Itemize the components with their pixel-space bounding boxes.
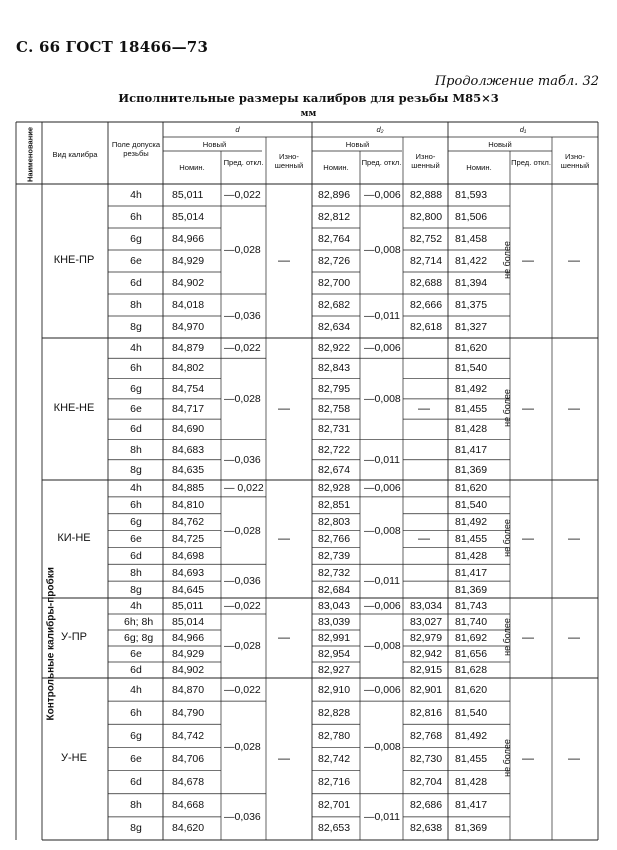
tolerance-field: 8g [130, 822, 142, 835]
d2-worn: 82,730 [410, 753, 443, 765]
column-header-tolerance: Поле допуска резьбы [111, 140, 161, 158]
d1-nominal: 81,394 [455, 277, 488, 289]
gauge-name: У-ПР [61, 631, 87, 643]
d1-nominal: 81,620 [455, 482, 488, 495]
d-nominal: 85,011 [172, 600, 204, 612]
tolerance-field: 6e [130, 533, 142, 545]
tolerance-field: 4h [130, 189, 142, 201]
d-nominal: 85,014 [172, 211, 205, 223]
tolerance-field: 8g [130, 321, 142, 333]
d1-nominal: 81,593 [455, 189, 488, 201]
d2-nominal: 82,674 [318, 463, 351, 476]
column-header-type: Вид калибра [52, 150, 98, 159]
tolerance-field: 6e [130, 753, 142, 765]
d-deviation: —0,022 [224, 342, 261, 355]
tolerance-field: 6d [130, 277, 142, 289]
d-deviation: —0,036 [224, 575, 261, 588]
column-header-new: Новый [488, 140, 512, 149]
worn-dash: — [278, 401, 290, 415]
d-nominal: 84,810 [172, 499, 205, 512]
tolerance-field: 8g [130, 583, 142, 596]
column-header-deviation: Пред. откл. [511, 158, 551, 167]
d-deviation: — 0,022 [224, 482, 264, 495]
d-nominal: 84,870 [172, 683, 205, 696]
d2-nominal: 82,803 [318, 516, 351, 529]
d2-deviation: —0,008 [364, 640, 401, 652]
not-more-label: не более [502, 739, 512, 777]
d2-nominal: 82,684 [318, 583, 351, 596]
tolerance-field: 6h [130, 362, 142, 375]
not-more-label: не более [502, 389, 512, 427]
not-more-label: не более [502, 618, 512, 656]
d2-worn: 82,901 [410, 683, 443, 696]
d1-nominal: 81,492 [455, 729, 488, 742]
d2-nominal: 82,896 [318, 189, 351, 201]
tolerance-field: 4h [130, 683, 142, 696]
d2-nominal: 82,722 [318, 443, 351, 456]
d-nominal: 84,683 [172, 443, 205, 456]
tolerance-field: 8h [130, 443, 142, 456]
tolerance-field: 8g [130, 463, 142, 476]
deviation-dash: — [522, 751, 534, 765]
column-header-d2: d₂ [376, 125, 384, 134]
d2-nominal: 82,910 [318, 683, 351, 696]
d1-nominal: 81,492 [455, 382, 488, 395]
tolerance-field: 8h [130, 566, 142, 579]
d1-nominal: 81,458 [455, 233, 488, 245]
column-header-worn: Изно-шенный [560, 152, 590, 170]
d2-worn: 82,666 [410, 299, 443, 311]
tolerance-field: 6g [130, 729, 142, 742]
d2-nominal: 82,634 [318, 321, 351, 333]
d-deviation: —0,028 [224, 392, 261, 405]
d2-deviation: —0,011 [364, 810, 400, 823]
d2-nominal: 82,742 [318, 753, 351, 765]
d2-nominal: 82,701 [318, 799, 351, 812]
d-nominal: 84,725 [172, 533, 205, 545]
worn-dash: — [568, 531, 580, 545]
d2-nominal: 82,732 [318, 566, 351, 579]
worn-dash: — [568, 751, 580, 765]
d-nominal: 84,902 [172, 277, 205, 289]
column-header-name: Наименование [25, 126, 35, 183]
d-deviation: —0,036 [224, 310, 261, 322]
d-deviation: —0,022 [224, 683, 261, 696]
d-deviation: —0,036 [224, 453, 261, 466]
d1-nominal: 81,428 [455, 549, 488, 562]
d-nominal: 84,678 [172, 776, 205, 789]
worn-dash: — [278, 253, 290, 267]
tolerance-field: 6h; 8h [124, 616, 154, 628]
d-nominal: 84,635 [172, 463, 205, 476]
d2-worn: 82,800 [410, 211, 443, 223]
gauge-name: КНЕ-НЕ [53, 402, 95, 414]
worn-dash: — [418, 531, 430, 545]
d1-nominal: 81,375 [455, 299, 488, 311]
d1-nominal: 81,540 [455, 362, 488, 375]
deviation-dash: — [522, 253, 534, 267]
d2-deviation: —0,011 [364, 310, 400, 322]
d1-nominal: 81,620 [455, 683, 488, 696]
d2-worn: 82,888 [410, 189, 443, 201]
tolerance-field: 6h [130, 706, 142, 719]
tolerance-field: 6g; 8g [124, 632, 154, 644]
d2-deviation: —0,006 [364, 683, 401, 696]
d2-deviation: —0,011 [364, 453, 400, 466]
d1-nominal: 81,628 [455, 664, 488, 676]
tolerance-field: 6h [130, 211, 142, 223]
d2-deviation: —0,008 [364, 741, 401, 754]
d2-deviation: —0,008 [364, 524, 401, 537]
tolerance-field: 6g [130, 516, 142, 529]
d1-nominal: 81,455 [455, 403, 488, 415]
d2-nominal: 82,795 [318, 382, 351, 395]
d2-worn: 82,686 [410, 799, 443, 812]
d-deviation: —0,022 [224, 600, 261, 612]
d2-nominal: 82,928 [318, 482, 351, 495]
d-deviation: —0,036 [224, 810, 261, 823]
gauge-name: КНЕ-ПР [53, 254, 95, 266]
column-header-nominal: Номин. [179, 163, 205, 172]
page-number-standard: С. 66 ГОСТ 18466—73 [16, 38, 209, 56]
d2-deviation: —0,006 [364, 342, 401, 355]
d-nominal: 84,885 [172, 482, 205, 495]
tolerance-field: 4h [130, 342, 142, 355]
d1-nominal: 81,455 [455, 533, 488, 545]
d1-nominal: 81,369 [455, 822, 488, 835]
gauge-name: У-НЕ [61, 752, 87, 764]
column-header-nominal: Номин. [323, 163, 349, 172]
tolerance-field: 4h [130, 482, 142, 495]
tolerance-field: 6d [130, 549, 142, 562]
worn-dash: — [568, 253, 580, 267]
d-deviation: —0,028 [224, 640, 261, 652]
d2-nominal: 82,828 [318, 706, 351, 719]
tolerance-field: 8h [130, 299, 142, 311]
d-nominal: 84,754 [172, 382, 205, 395]
d2-deviation: —0,008 [364, 392, 401, 405]
d2-deviation: —0,006 [364, 189, 401, 201]
d-nominal: 84,018 [172, 299, 205, 311]
d1-nominal: 81,492 [455, 516, 488, 529]
d2-nominal: 83,043 [318, 600, 351, 612]
d-nominal: 84,668 [172, 799, 205, 812]
d-nominal: 84,970 [172, 321, 205, 333]
d-nominal: 84,645 [172, 583, 205, 596]
d2-worn: 82,979 [410, 632, 443, 644]
column-header-new: Новый [202, 140, 227, 149]
column-header-deviation: Пред. откл. [223, 158, 264, 167]
d-nominal: 85,011 [172, 189, 204, 201]
d2-worn: 82,752 [410, 233, 443, 245]
d-nominal: 84,902 [172, 664, 205, 676]
d-deviation: —0,022 [224, 189, 261, 201]
tolerance-field: 6g [130, 382, 142, 395]
tolerance-field: 6g [130, 233, 142, 245]
d-nominal: 85,014 [172, 616, 205, 628]
d-nominal: 84,693 [172, 566, 205, 579]
column-header-deviation: Пред. откл. [361, 158, 402, 167]
d2-nominal: 82,780 [318, 729, 351, 742]
d2-nominal: 82,954 [318, 648, 351, 660]
not-more-label: не более [502, 519, 512, 557]
d2-worn: 82,768 [410, 729, 443, 742]
tolerance-field: 6e [130, 403, 142, 415]
d2-nominal: 83,039 [318, 616, 351, 628]
d-deviation: —0,028 [224, 524, 261, 537]
worn-dash: — [568, 401, 580, 415]
d1-nominal: 81,656 [455, 648, 488, 660]
not-more-label: не более [502, 241, 512, 279]
worn-dash: — [418, 401, 430, 415]
d2-deviation: —0,006 [364, 482, 401, 495]
d1-nominal: 81,455 [455, 753, 488, 765]
d1-nominal: 81,743 [455, 600, 488, 612]
d1-nominal: 81,740 [455, 616, 488, 628]
d-nominal: 84,698 [172, 549, 205, 562]
d1-nominal: 81,692 [455, 632, 488, 644]
d-nominal: 84,929 [172, 648, 205, 660]
d1-nominal: 81,540 [455, 706, 488, 719]
d-nominal: 84,929 [172, 255, 205, 267]
d2-worn: 82,638 [410, 822, 443, 835]
d2-worn: 82,942 [410, 648, 443, 660]
deviation-dash: — [522, 630, 534, 644]
tolerance-field: 6d [130, 776, 142, 789]
d-nominal: 84,762 [172, 516, 205, 529]
d2-nominal: 82,843 [318, 362, 351, 375]
table-continuation-note: Продолжение табл. 32 [434, 74, 599, 89]
d2-nominal: 82,812 [318, 211, 351, 223]
d-nominal: 84,879 [172, 342, 205, 355]
d-nominal: 84,966 [172, 632, 205, 644]
column-header-d: d [235, 125, 240, 134]
d-deviation: —0,028 [224, 741, 261, 754]
gauge-name: КИ-НЕ [57, 532, 91, 544]
column-header-nominal: Номин. [466, 163, 492, 172]
d2-nominal: 82,764 [318, 233, 351, 245]
d-nominal: 84,742 [172, 729, 205, 742]
d2-worn: 82,816 [410, 706, 443, 719]
d-nominal: 84,717 [172, 403, 205, 415]
d2-deviation: —0,008 [364, 244, 401, 256]
d-deviation: —0,028 [224, 244, 261, 256]
d-nominal: 84,706 [172, 753, 205, 765]
d1-nominal: 81,540 [455, 499, 488, 512]
d2-worn: 82,915 [410, 664, 443, 676]
worn-dash: — [568, 630, 580, 644]
worn-dash: — [278, 751, 290, 765]
d-nominal: 84,690 [172, 423, 205, 436]
d2-worn: 82,704 [410, 776, 443, 789]
d2-nominal: 82,682 [318, 299, 351, 311]
tolerance-field: 6e [130, 648, 142, 660]
d2-deviation: —0,006 [364, 600, 401, 612]
d-nominal: 84,620 [172, 822, 205, 835]
tolerance-field: 6e [130, 255, 142, 267]
d2-worn: 83,034 [410, 600, 443, 612]
d2-nominal: 82,766 [318, 533, 351, 545]
deviation-dash: — [522, 401, 534, 415]
tolerance-field: 6h [130, 499, 142, 512]
worn-dash: — [278, 531, 290, 545]
d2-worn: 82,618 [410, 321, 443, 333]
d1-nominal: 81,417 [455, 443, 488, 456]
d-nominal: 84,966 [172, 233, 205, 245]
d2-worn: 83,027 [410, 616, 443, 628]
d2-nominal: 82,726 [318, 255, 351, 267]
tolerance-field: 6d [130, 423, 142, 436]
d1-nominal: 81,369 [455, 463, 488, 476]
d1-nominal: 81,369 [455, 583, 488, 596]
column-header-worn: Изно-шенный [274, 152, 304, 170]
d2-worn: 82,688 [410, 277, 443, 289]
group-label: Контрольные калибры-пробки [45, 567, 57, 721]
d2-deviation: —0,011 [364, 575, 400, 588]
d-nominal: 84,790 [172, 706, 205, 719]
column-header-new: Новый [345, 140, 370, 149]
column-header-d1: d₁ [519, 125, 527, 134]
d2-nominal: 82,991 [318, 632, 351, 644]
d2-worn: 82,714 [410, 255, 443, 267]
d1-nominal: 81,428 [455, 776, 488, 789]
column-header-worn: Изно-шенный [411, 152, 440, 170]
d2-nominal: 82,731 [318, 423, 351, 436]
d2-nominal: 82,927 [318, 664, 351, 676]
d1-nominal: 81,417 [455, 566, 488, 579]
d1-nominal: 81,327 [455, 321, 488, 333]
d2-nominal: 82,716 [318, 776, 351, 789]
d1-nominal: 81,417 [455, 799, 488, 812]
table-title: Исполнительные размеры калибров для резьбы М85×3 [118, 91, 499, 105]
d2-nominal: 82,653 [318, 822, 351, 835]
tolerance-field: 6d [130, 664, 142, 676]
d2-nominal: 82,922 [318, 342, 351, 355]
d1-nominal: 81,506 [455, 211, 488, 223]
d2-nominal: 82,851 [318, 499, 351, 512]
tolerance-field: 4h [130, 600, 142, 612]
tolerance-field: 8h [130, 799, 142, 812]
d-nominal: 84,802 [172, 362, 205, 375]
d1-nominal: 81,428 [455, 423, 488, 436]
deviation-dash: — [522, 531, 534, 545]
d1-nominal: 81,620 [455, 342, 488, 355]
d1-nominal: 81,422 [455, 255, 488, 267]
worn-dash: — [278, 630, 290, 644]
unit-label: мм [300, 109, 317, 119]
d2-nominal: 82,758 [318, 403, 351, 415]
d2-nominal: 82,739 [318, 549, 351, 562]
d2-nominal: 82,700 [318, 277, 351, 289]
